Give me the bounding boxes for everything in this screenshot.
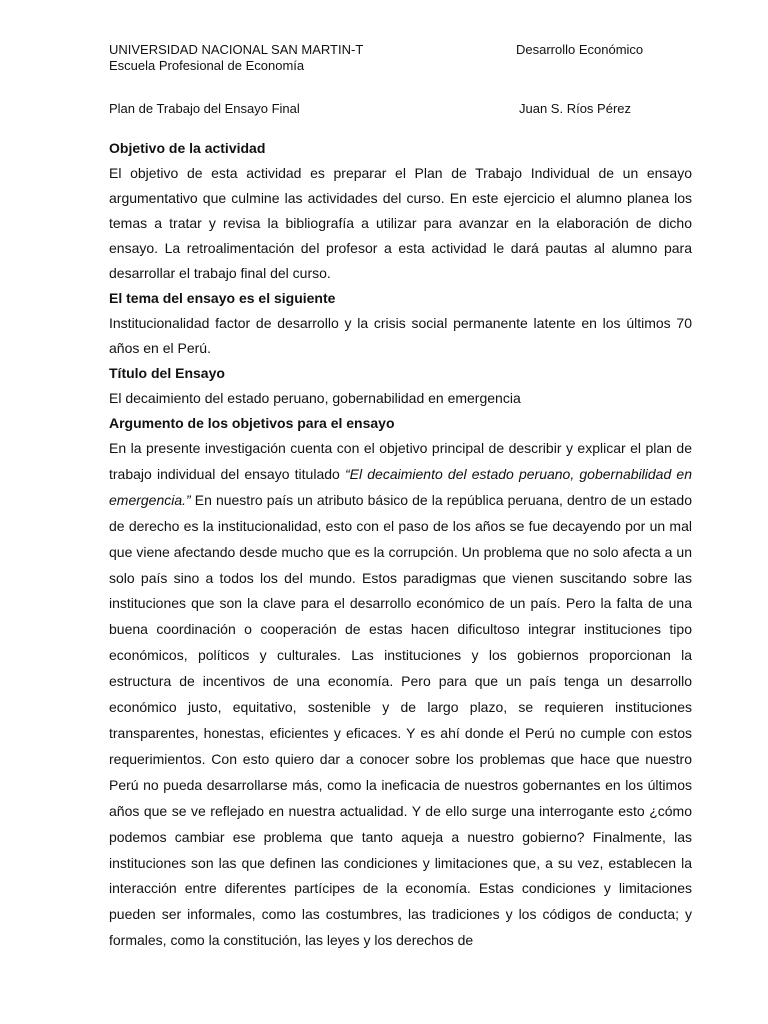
author-name: Juan S. Ríos Pérez bbox=[519, 101, 631, 116]
school-name: Escuela Profesional de Economía bbox=[109, 58, 305, 73]
title-paragraph: El decaimiento del estado peruano, gobernabilidad en emergencia bbox=[109, 390, 521, 406]
title-heading: Título del Ensayo bbox=[109, 365, 225, 381]
objective-paragraph: El objetivo de esta actividad es preparar el Plan de Trabajo Individual de un ensayo argumentativo que culmine las actividades del curso. En este ejercicio el alumno planea los temas a tratar y revisa la bibliografía a utilizar para avanzar en la elaboración de dicho ensayo. La retroalimentación del profesor a esta actividad le dará pautas al alumno para desarrollar el trabajo final del curso. bbox=[109, 165, 692, 281]
argument-quote: “El decaimiento del estado peruano, gobernabilidad en emergencia.” bbox=[109, 465, 692, 508]
header-left bbox=[109, 42, 363, 74]
argument-heading: Argumento de los objetivos para el ensayo bbox=[109, 415, 395, 431]
argument-paragraph bbox=[109, 436, 692, 954]
argument-rest: En nuestro país un atributo básico de la república peruana, dentro de un estado de derecho es la institucionalidad, esto con el paso de los años se fue decayendo por un mal que viene afectando desde mucho que es la corrupción. Un problema que no solo afecta a un solo país sino a todos los del mundo. Estos paradigmas que vienen suscitando sobre las instituciones que son la clave para el desarrollo económico de un país. Pero la falta de una buena coordinación o cooperación de estas hacen dificultoso integrar instituciones tipo económicos, políticos y culturales. Las instituciones y los gobiernos proporcionan la estructura de incentivos de una economía. Pero para que un país tenga un desarrollo económico justo, equitativo, sostenible y de largo plazo, se requieren instituciones transparentes, honestas, eficientes y eficaces. Y es ahí donde el Perú no cumple con estos requerimientos. Con esto quiero dar a conocer sobre los problemas que hace que nuestro Perú no pueda desarrollarse más, como la ineficacia de nuestros gobernantes en los últimos años que se ve reflejado en nuestra actualidad. Y de ello surge una interrogante esto ¿cómo podemos cambiar ese problema que tanto aqueja a nuestro gobierno? Finalmente, las instituciones son las que definen las condiciones y limitaciones que, a su vez, establecen la interacción entre diferentes partícipes de la economía. Estas condiciones y limitaciones pueden ser informales, como las costumbres, las tradiciones y los códigos de conducta; y formales, como la constitución, las leyes y los derechos de bbox=[109, 491, 692, 949]
document-title: Plan de Trabajo del Ensayo Final bbox=[109, 101, 300, 116]
course-name: Desarrollo Económico bbox=[516, 42, 644, 57]
university-name: UNIVERSIDAD NACIONAL SAN MARTIN-T bbox=[109, 42, 364, 57]
objective-heading: Objetivo de la actividad bbox=[109, 140, 266, 156]
theme-heading: El tema del ensayo es el siguiente bbox=[109, 290, 336, 306]
argument-intro: En la presente investigación cuenta con el objetivo principal de describir y explicar el plan de trabajo individual del ensayo titulado bbox=[109, 440, 692, 482]
theme-paragraph: Institucionalidad factor de desarrollo y la crisis social permanente latente en los últimos 70 años en el Perú. bbox=[109, 315, 692, 356]
document-body bbox=[109, 136, 692, 954]
